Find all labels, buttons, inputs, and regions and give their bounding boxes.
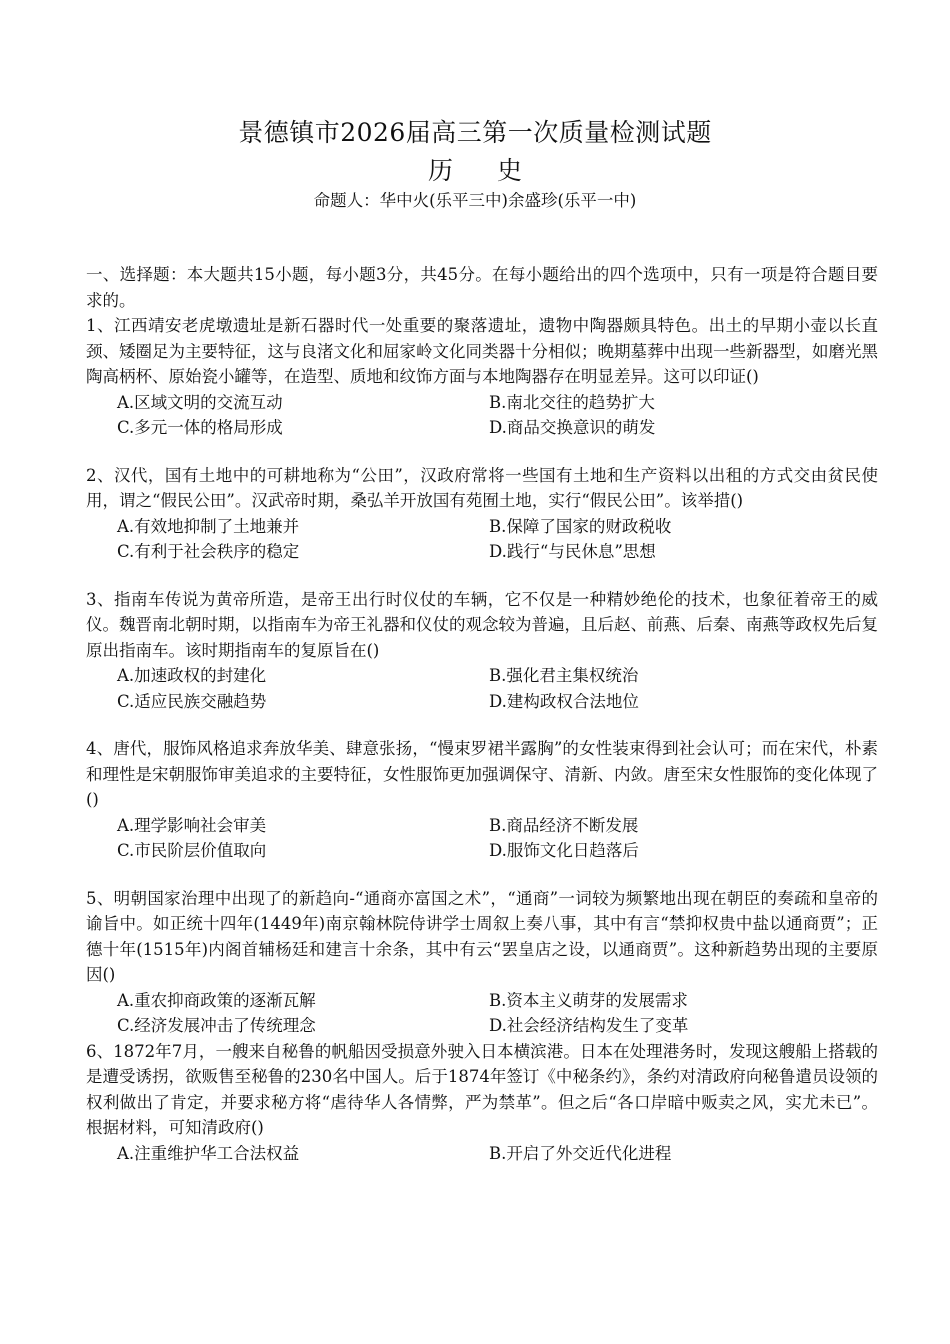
option-a: A.注重维护华工合法权益	[117, 1143, 300, 1163]
question-stem: 1、江西靖安老虎墩遗址是新石器时代一处重要的聚落遗址，遗物中陶器颇具特色。出土的早期小壶以长直颈、矮圈足为主要特征，这与良渚文化和屈家岭文化同类器十分相似；晚期墓葬中出现一些新器型，如磨光黑陶高柄杯、原始瓷小罐等，在造型、质地和纹饰方面与本地陶器存在明显差异。这可以印证()	[86, 316, 878, 386]
option-a: A.理学影响社会审美	[117, 815, 267, 835]
option-b: B.资本主义萌芽的发展需求	[489, 990, 688, 1010]
question-stem: 5、明朝国家治理中出现了的新趋向-“通商亦富国之术”，“通商”一词较为频繁地出现在朝臣的奏疏和皇帝的谕旨中。如正统十四年(1449年)南京翰林院侍讲学士周叙上奏八事，其中有言“禁抑权贵中盐以通商贾”；正德十年(1515年)内阁首辅杨廷和建言十余条，其中有云“罢皇店之设，以通商贾”。这种新趋势出现的主要原因()	[86, 888, 878, 984]
question-stem: 6、1872年7月，一艘来自秘鲁的帆船因受损意外驶入日本横滨港。日本在处理港务时，发现这艘船上搭载的是遭受诱拐，欲贩售至秘鲁的230名中国人。后于1874年签订《中秘条约》，条约对清政府向秘鲁遣员设领的权利做出了肯定，并要求秘方将“虐待华人各情弊，严为禁革”。但之后“各口岸暗中贩卖之风，实尤未已”。根据材料，可知清政府()	[86, 1041, 878, 1137]
option-d: D.践行“与民休息”思想	[489, 542, 656, 561]
option-c: C.市民阶层价值取向	[117, 841, 267, 860]
question-5	[86, 886, 878, 1039]
exam-title: 景德镇市2026届高三第一次质量检测试题	[238, 118, 712, 147]
question-options	[86, 813, 878, 864]
question-options	[86, 1141, 878, 1167]
option-c: C.多元一体的格局形成	[117, 418, 283, 437]
question-options	[86, 390, 878, 441]
option-b: B.南北交往的趋势扩大	[489, 392, 655, 412]
exam-authors: 命题人：华中火(乐平三中)余盛珍(乐平一中)	[313, 191, 637, 210]
option-d: D.商品交换意识的萌发	[489, 418, 656, 437]
option-b: B.保障了国家的财政税收	[489, 516, 672, 536]
question-4	[86, 736, 878, 864]
question-options	[86, 663, 878, 714]
option-d: D.服饰文化日趋落后	[489, 841, 639, 860]
option-b: B.商品经济不断发展	[489, 815, 639, 835]
option-d: D.社会经济结构发生了变革	[489, 1016, 689, 1035]
question-stem: 3、指南车传说为黄帝所造，是帝王出行时仪仗的车辆，它不仅是一种精妙绝伦的技术，也象征着帝王的威仪。魏晋南北朝时期，以指南车为帝王礼器和仪仗的观念较为普遍，且后赵、前燕、后秦、南燕等政权先后复原出指南车。该时期指南车的复原旨在()	[86, 589, 878, 660]
question-2	[86, 463, 878, 565]
option-a: A.区域文明的交流互动	[117, 392, 283, 412]
option-a: A.加速政权的封建化	[117, 666, 267, 685]
question-1	[86, 313, 878, 441]
option-c: C.有利于社会秩序的稳定	[117, 542, 300, 561]
option-c: C.经济发展冲击了传统理念	[117, 1016, 316, 1035]
exam-content	[86, 262, 878, 1166]
question-stem: 4、唐代，服饰风格追求奔放华美、肆意张扬，“慢束罗裙半露胸”的女性装束得到社会认可；而在宋代，朴素和理性是宋朝服饰审美追求的主要特征，女性服饰更加强调保守、清新、内敛。唐至宋女性服饰的变化体现了()	[86, 739, 878, 809]
question-stem: 2、汉代，国有土地中的可耕地称为“公田”，汉政府常将一些国有土地和生产资料以出租的方式交由贫民使用，谓之“假民公田”。汉武帝时期，桑弘羊开放国有苑囿土地，实行“假民公田”。该举措()	[86, 465, 878, 510]
option-d: D.建构政权合法地位	[489, 691, 639, 711]
question-6	[86, 1039, 878, 1167]
exam-subject: 历史	[427, 156, 566, 185]
question-options	[86, 988, 878, 1039]
question-3	[86, 587, 878, 715]
option-c: C.适应民族交融趋势	[117, 691, 267, 711]
option-b: B.开启了外交近代化进程	[489, 1143, 672, 1163]
option-a: A.重农抑商政策的逐渐瓦解	[117, 990, 316, 1010]
option-b: B.强化君主集权统治	[489, 666, 639, 685]
question-options	[86, 514, 878, 565]
option-a: A.有效地抑制了土地兼并	[117, 516, 300, 536]
section-heading: 一、选择题：本大题共15小题，每小题3分，共45分。在每小题给出的四个选项中，只有一项是符合题目要求的。	[86, 265, 878, 310]
